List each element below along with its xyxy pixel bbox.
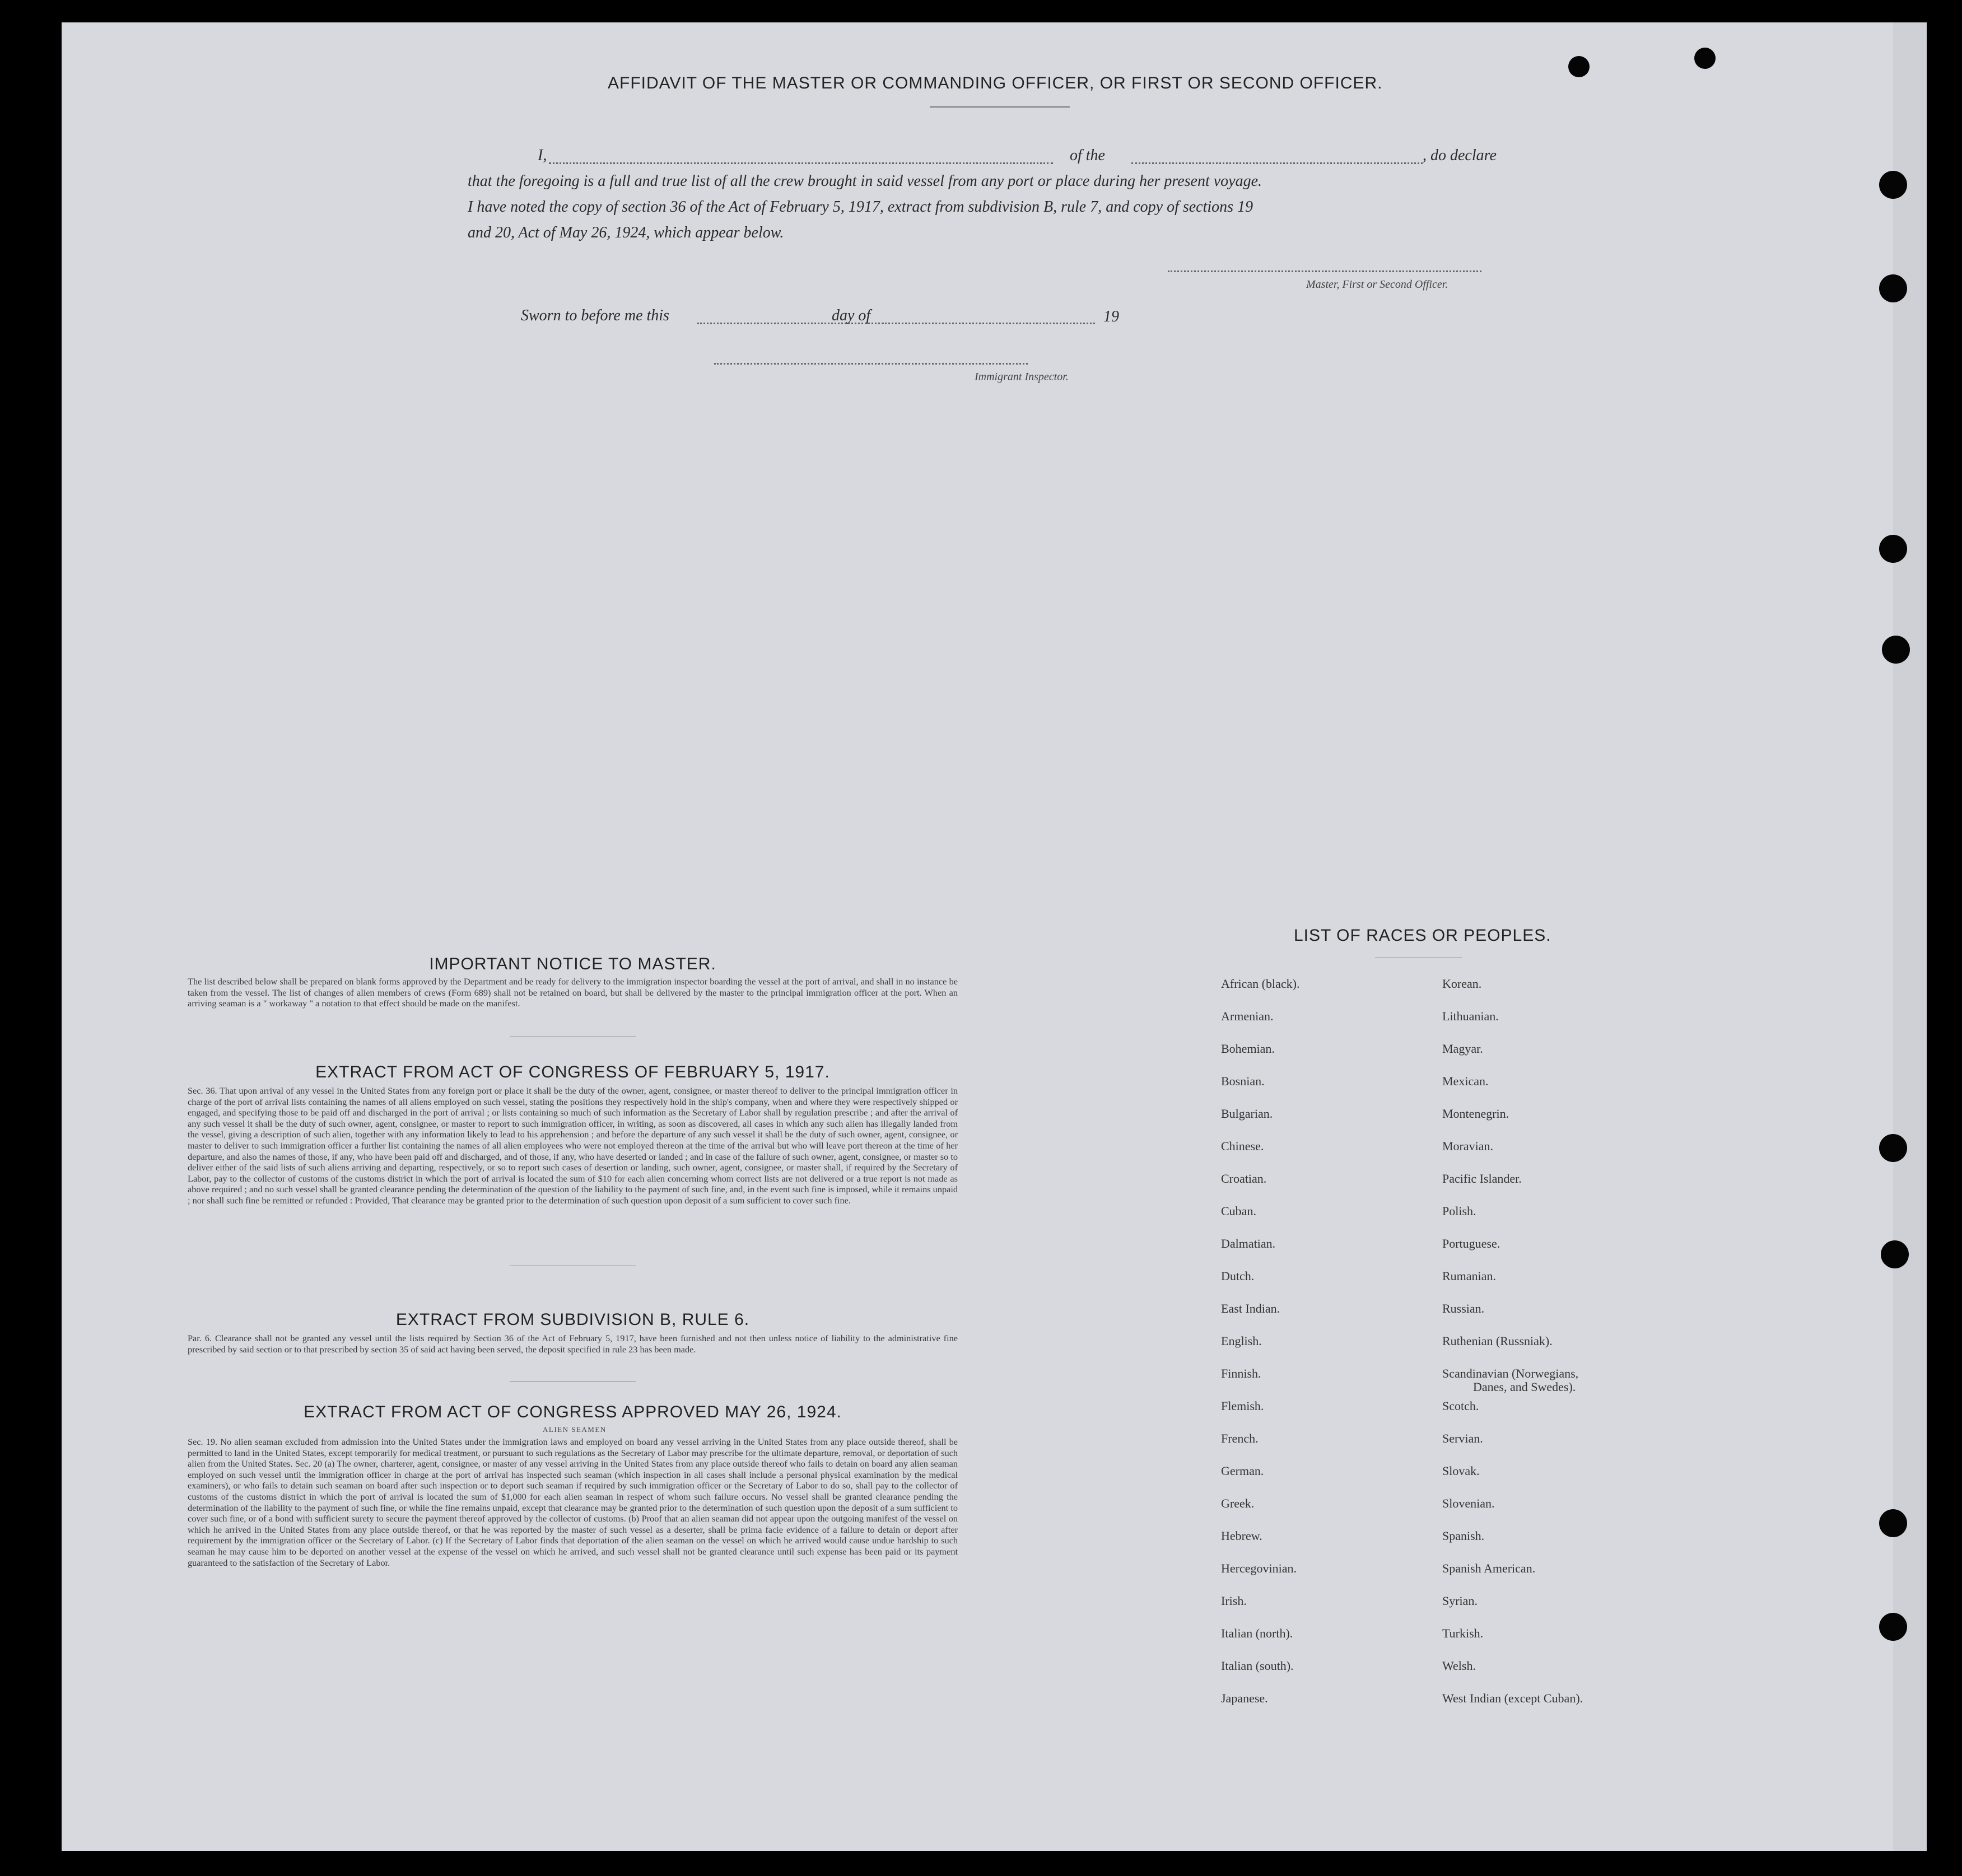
punch-hole [1881, 1240, 1909, 1268]
race-item: Rumanian. [1442, 1269, 1496, 1283]
race-item: German. [1221, 1464, 1264, 1478]
race-item: Ruthenian (Russniak). [1442, 1334, 1553, 1348]
race-item: Portuguese. [1442, 1236, 1500, 1250]
document-sheet [62, 22, 1927, 1851]
extract-1917-section [188, 1063, 958, 1315]
race-item: Italian (south). [1221, 1659, 1294, 1673]
affidavit-name-blank [549, 162, 1053, 164]
extract-1924-subtitle: ALIEN SEAMEN [543, 1425, 607, 1434]
races-title: LIST OF RACES OR PEOPLES. [1294, 926, 1551, 945]
punch-hole [1882, 636, 1910, 664]
race-item: Spanish. [1442, 1529, 1485, 1543]
important-notice-body: The list described below shall be prepared on blank forms approved by the Department and be ready for delivery to the immigration inspector boarding the vessel at the port of arrival, and shall in no instance be taken from the vessel. The list of changes of alien members of crews (Form 689) shall not be retained on board, but shall be delivered by the master to the principal immigration officer at the port. When an arriving seaman is a " workaway " a notation to that effect should be made on the manifest. [188, 976, 958, 1009]
extract-rule6-body: Par. 6. Clearance shall not be granted any vessel until the lists required by Section 36 of the Act of February 5, 1917, have been furnished and not then unless notice of liability to the administrative fine prescribed by said section or to that prescribed by section 35 of said act having been served, the deposit specified in rule 23 has been made. [188, 1333, 958, 1355]
race-item: Korean. [1442, 977, 1482, 991]
race-item: Syrian. [1442, 1594, 1478, 1608]
race-item: Moravian. [1442, 1139, 1494, 1153]
punch-hole [1879, 1134, 1907, 1162]
affidavit-title-rule [930, 106, 1070, 108]
race-item: Finnish. [1221, 1366, 1261, 1380]
punch-hole [1879, 274, 1907, 302]
race-item: Japanese. [1221, 1691, 1268, 1705]
affidavit-title: AFFIDAVIT OF THE MASTER OR COMMANDING OFFICER, OR FIRST OR SECOND OFFICER. [608, 74, 1383, 92]
race-item: Dutch. [1221, 1269, 1255, 1283]
race-item: Slovenian. [1442, 1496, 1495, 1510]
extract-rule6-title: EXTRACT FROM SUBDIVISION B, RULE 6. [395, 1310, 750, 1329]
extract-1917-title: EXTRACT FROM ACT OF CONGRESS OF FEBRUARY 5, 1917. [315, 1063, 830, 1081]
race-item: Chinese. [1221, 1139, 1264, 1153]
sworn-label: Sworn to before me this [521, 307, 669, 324]
race-item: Armenian. [1221, 1009, 1274, 1023]
race-item: East Indian. [1221, 1301, 1280, 1315]
affidavit-line-4: and 20, Act of May 26, 1924, which appear below. [468, 224, 784, 241]
important-notice-title: IMPORTANT NOTICE TO MASTER. [429, 955, 716, 973]
extract-1924-title: EXTRACT FROM ACT OF CONGRESS APPROVED MAY 26, 1924. [304, 1403, 842, 1421]
race-item: Scotch. [1442, 1399, 1479, 1413]
race-item: Bohemian. [1221, 1042, 1275, 1056]
race-item: Danes, and Swedes). [1473, 1380, 1576, 1394]
race-item: Irish. [1221, 1594, 1247, 1608]
race-item: Hercegovinian. [1221, 1561, 1297, 1575]
sworn-year-prefix: 19 [1103, 308, 1119, 325]
race-item: African (black). [1221, 977, 1300, 991]
race-item: Montenegrin. [1442, 1107, 1509, 1121]
punch-hole [1879, 171, 1907, 199]
race-item: Croatian. [1221, 1172, 1267, 1186]
affidavit-line-3: I have noted the copy of section 36 of the Act of February 5, 1917, extract from subdivision B, rule 7, and copy of sections 19 [468, 198, 1253, 216]
inspector-signature-label: Immigrant Inspector. [975, 371, 1069, 383]
punch-hole [1879, 1509, 1907, 1537]
race-item: Spanish American. [1442, 1561, 1536, 1575]
races-list-right [1442, 977, 1666, 1716]
race-item: Pacific Islander. [1442, 1172, 1522, 1186]
race-item: English. [1221, 1334, 1262, 1348]
race-item: Bosnian. [1221, 1074, 1265, 1088]
race-item: Hebrew. [1221, 1529, 1262, 1543]
race-item: Servian. [1442, 1431, 1483, 1445]
race-item: Lithuanian. [1442, 1009, 1499, 1023]
inspector-signature-line [714, 363, 1028, 365]
master-signature-label: Master, First or Second Officer. [1306, 278, 1448, 291]
sworn-month-blank [882, 323, 1095, 324]
race-item: Flemish. [1221, 1399, 1264, 1413]
affidavit-vessel-blank [1131, 162, 1423, 164]
race-item: Italian (north). [1221, 1626, 1293, 1640]
race-item: Cuban. [1221, 1204, 1256, 1218]
race-item: Russian. [1442, 1301, 1485, 1315]
race-item: Welsh. [1442, 1659, 1476, 1673]
extract-1917-body: Sec. 36. That upon arrival of any vessel in the United States from any foreign port or place it shall be the duty of the owner, agent, consignee, or master thereof to deliver to the principal immigration officer in charge of the port of arrival lists containing the names of all aliens employed on such vessel, stating the positions they respectively hold in the ship's company, when and where they were respectively shipped or engaged, and specifying those to be paid off and discharged in the port of arrival ; or lists containing so much of such information as the Secretary of Labor shall by regulation prescribe ; and after the arrival of any such vessel it shall be the duty of such owner, agent, consignee, or master to report to such immigration officer, in writing, as soon as discovered, all cases in which any such alien has illegally landed from the vessel, giving a description of such alien, together with any information likely to lead to his apprehension ; and before the departure of any such vessel it shall be the duty of such owner, agent, consignee, or master to deliver to such immigration officer a further list containing the names of all alien employees who were not employed thereon at the time of the arrival but who will leave port thereon at the time of her departure, and also the names of those, if any, who have been paid off and discharged, and of those, if any, who have deserted or landed ; and in case of the failure of such owner, agent, consignee, or master so to deliver either of the said lists of such aliens arriving and departing, respectively, or so to report such cases of desertion or landing, such owner, agent, consignee, or master shall, if required by the Secretary of Labor, pay to the collector of customs of the customs district in which the port of arrival is located the sum of $10 for each alien concerning whom correct lists are not delivered or a true report is not made as above required ; and no such vessel shall be granted clearance pending the determination of the question of the liability to the payment of such fine, and, in the event such fine is imposed, while it remains unpaid ; nor shall such fine be remitted or refunded : Provided, That clearance may be granted prior to the determination of such question upon deposit of a sum sufficient to cover such fine. [188, 1085, 958, 1206]
race-item: Dalmatian. [1221, 1236, 1276, 1250]
affidavit-line-2: that the foregoing is a full and true list of all the crew brought in said vessel from any port or place during her present voyage. [468, 172, 1262, 190]
race-item: Mexican. [1442, 1074, 1489, 1088]
sworn-day-of: day of [832, 307, 871, 324]
race-item: Scandinavian (Norwegians, [1442, 1366, 1579, 1380]
important-notice-section [188, 955, 958, 1067]
race-item: Greek. [1221, 1496, 1255, 1510]
punch-hole [1879, 1613, 1907, 1641]
master-signature-line [1168, 270, 1481, 272]
extract-rule6-section [188, 1310, 958, 1394]
race-item: Polish. [1442, 1204, 1476, 1218]
affidavit-i-label: I, [538, 147, 547, 164]
affidavit-of-the: of the [1070, 147, 1105, 164]
race-item: Turkish. [1442, 1626, 1484, 1640]
punch-hole [1879, 535, 1907, 563]
race-item: Magyar. [1442, 1042, 1483, 1056]
punch-hole [1568, 56, 1590, 77]
races-list-left [1221, 977, 1389, 1716]
race-item: Slovak. [1442, 1464, 1480, 1478]
race-item: Bulgarian. [1221, 1107, 1273, 1121]
race-item: West Indian (except Cuban). [1442, 1691, 1583, 1705]
extract-1924-section [188, 1403, 958, 1694]
affidavit-do-declare: , do declare [1423, 147, 1497, 164]
race-item: French. [1221, 1431, 1259, 1445]
punch-hole [1694, 48, 1716, 69]
extract-1924-body: Sec. 19. No alien seaman excluded from admission into the United States under the immigration laws and employed on board any vessel arriving in the United States from any place outside thereof, shall be permitted to land in the United States, except temporarily for medical treatment, or pursuant to such regulations as the Secretary of Labor may prescribe for the ultimate departure, removal, or deportation of such alien from the United States. Sec. 20 (a) The owner, charterer, agent, consignee, or master of any vessel arriving in the United States from any place outside thereof who fails to detain on board any alien seaman employed on such vessel until the immigration officer in charge at the port of arrival has inspected such seaman (which inspection in all cases shall include a personal physical examination by the medical examiners), or who fails to detain such seaman on board after such inspection or to deport such seaman if required by such immigration officer or the Secretary of Labor to do so, shall pay to the collector of customs of the customs district in which the port of arrival is located the sum of $1,000 for each alien seaman in respect of whom such failure occurs. No vessel shall be granted clearance pending the determination of the liability to the payment of such fine, or while the fine remains unpaid, except that clearance may be granted prior to the determination of such question upon the deposit of a sum sufficient to cover such fine, or of a bond with sufficient surety to secure the payment thereof approved by the collector of customs. (b) Proof that an alien seaman did not appear upon the outgoing manifest of the vessel on which he arrived in the United States from any place outside thereof, or that he was reported by the master of such vessel as a deserter, shall be prima facie evidence of a failure to detain or deport after requirement by the immigration officer or the Secretary of Labor. (c) If the Secretary of Labor finds that deportation of the alien seaman on the vessel on which he arrived would cause undue hardship to such seaman he may cause him to be deported on another vessel at the expense of the vessel on which he arrived, and such vessel shall not be granted clearance until such expense has been paid or its payment guaranteed to the satisfaction of the Secretary of Labor. [188, 1436, 958, 1568]
